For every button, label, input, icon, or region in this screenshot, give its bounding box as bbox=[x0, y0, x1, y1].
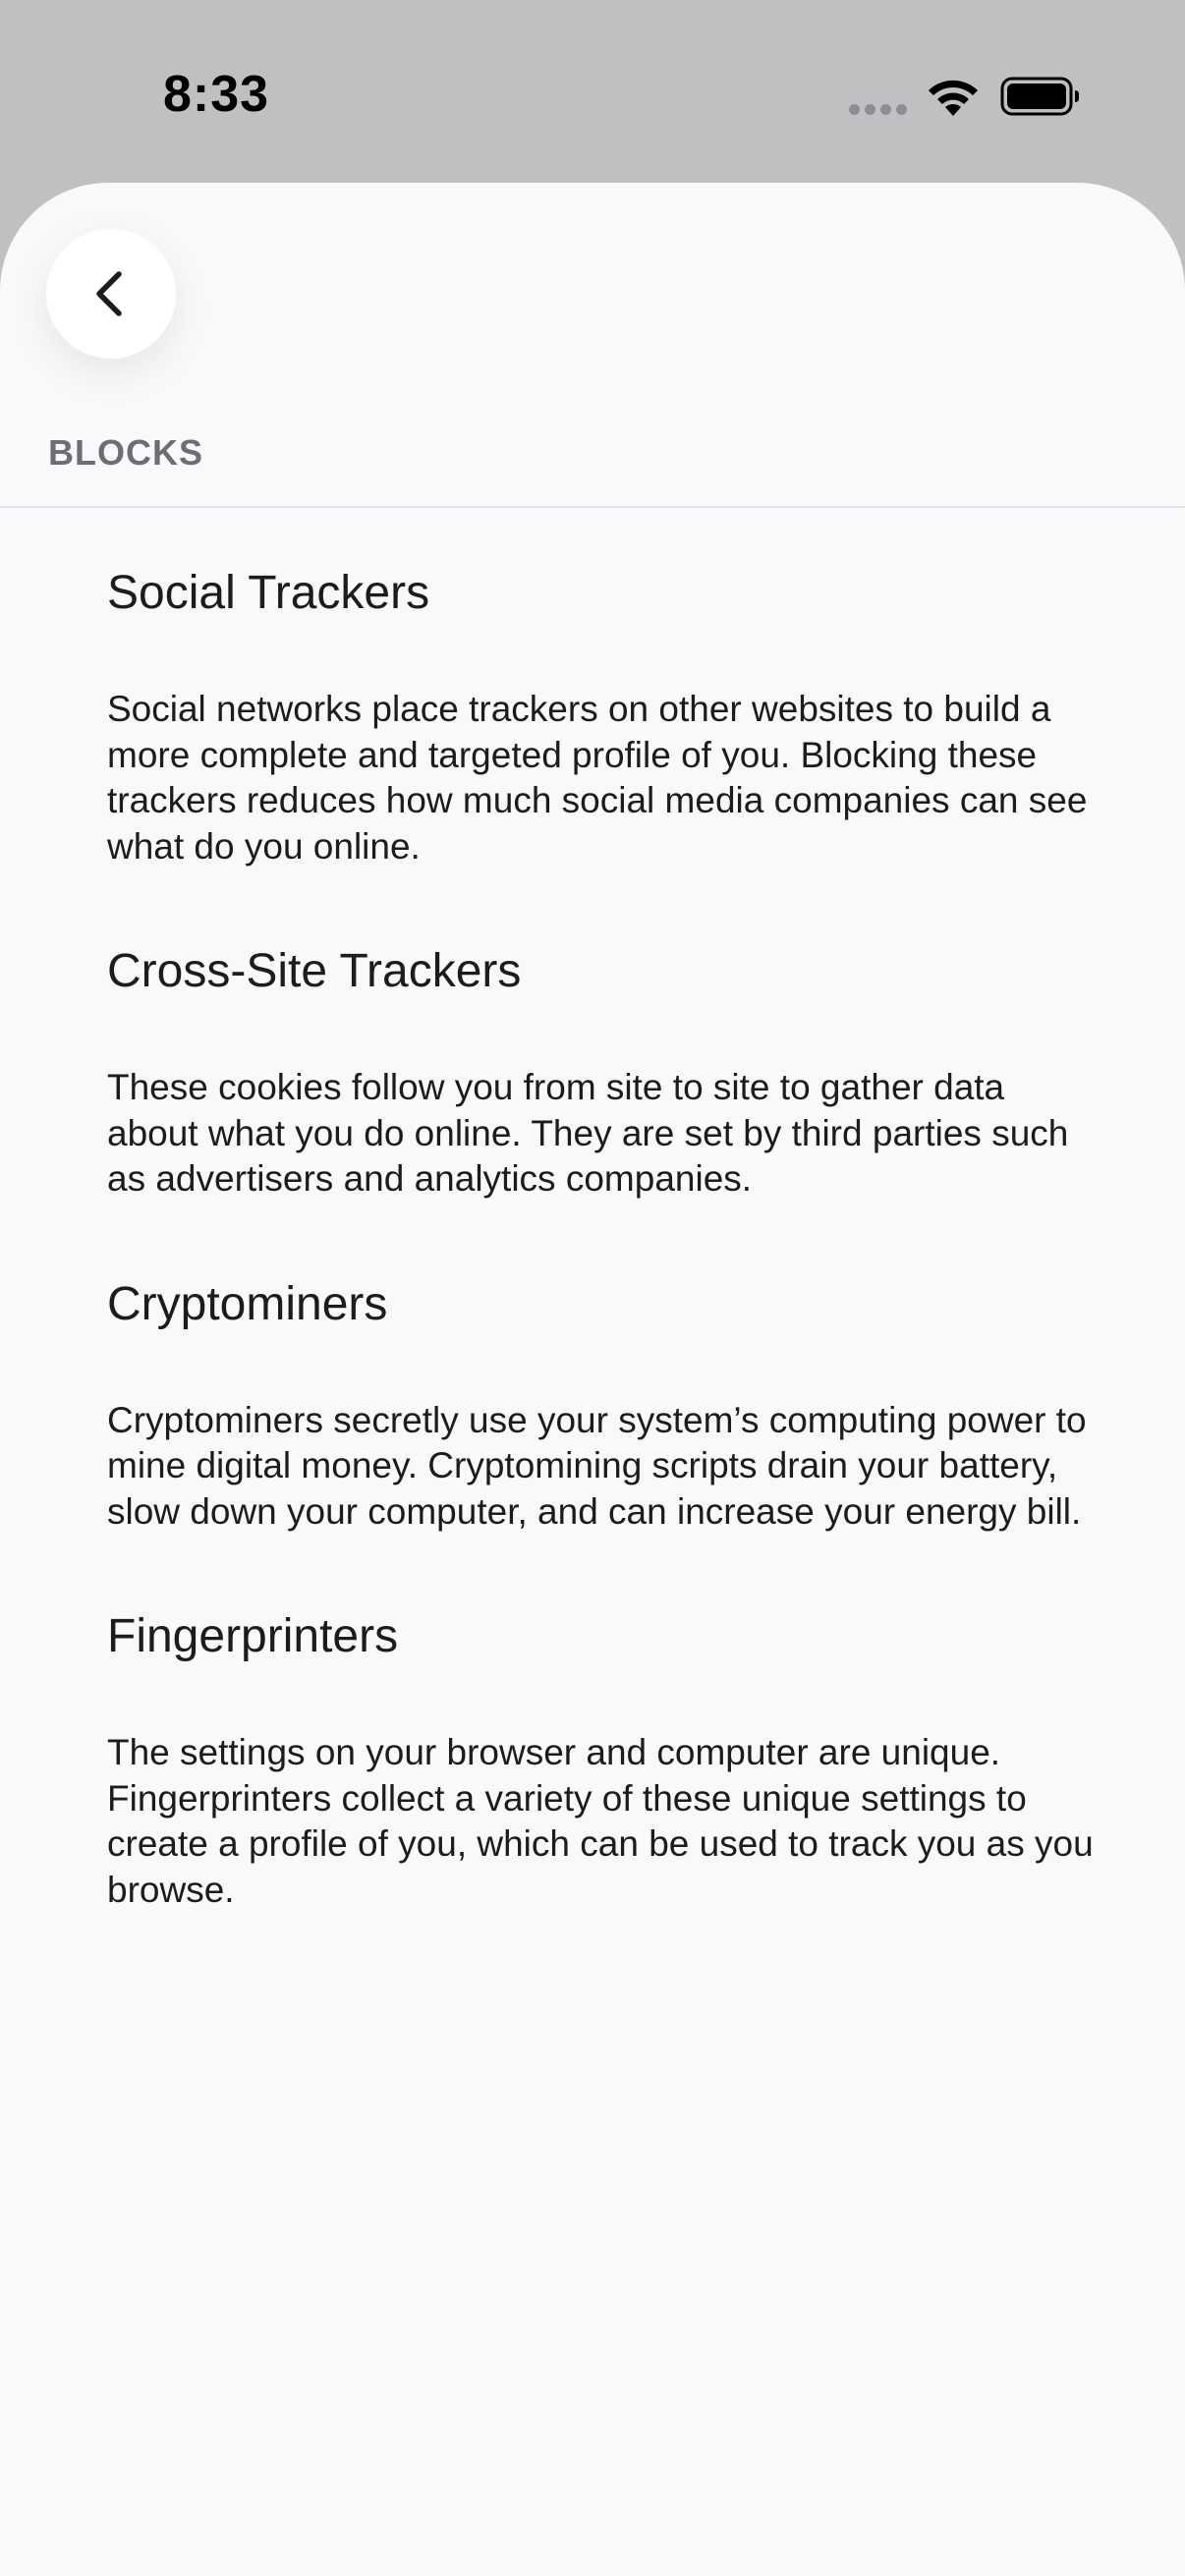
list-item bbox=[107, 564, 1100, 869]
divider bbox=[0, 506, 1185, 508]
wifi-icon bbox=[926, 77, 981, 118]
blocks-list bbox=[107, 564, 1100, 1986]
item-title: Fingerprinters bbox=[107, 1610, 399, 1662]
chevron-left-icon bbox=[82, 264, 141, 323]
item-title: Cryptominers bbox=[107, 1277, 388, 1330]
cellular-signal-icon bbox=[849, 104, 908, 116]
battery-icon bbox=[1000, 77, 1081, 116]
list-item bbox=[107, 1275, 1100, 1536]
list-item bbox=[107, 1607, 1100, 1913]
item-description: The settings on your browser and computer are unique. Fingerprinters collect a variety of these unique settings to create a profile of you, which can be used to track you as you browse. bbox=[107, 1732, 1094, 1910]
modal-sheet bbox=[0, 183, 1185, 2576]
item-description: Social networks place trackers on other websites to build a more complete and targeted profile of you. Blocking these trackers reduces how much social media companies can see what do you online. bbox=[107, 689, 1088, 867]
section-header: BLOCKS bbox=[48, 432, 203, 473]
item-description: These cookies follow you from site to site to gather data about what you do online. They are set by third parties such as advertisers and analytics companies. bbox=[107, 1067, 1069, 1199]
item-title: Social Trackers bbox=[107, 567, 430, 619]
item-description: Cryptominers secretly use your system’s computing power to mine digital money. Cryptomining scripts drain your battery, slow down your computer, and can increase your energy bill. bbox=[107, 1399, 1087, 1532]
item-title: Cross-Site Trackers bbox=[107, 945, 522, 997]
status-time: 8:33 bbox=[163, 66, 270, 123]
list-item bbox=[107, 942, 1100, 1203]
back-button[interactable] bbox=[46, 229, 176, 359]
status-bar bbox=[0, 0, 1185, 183]
